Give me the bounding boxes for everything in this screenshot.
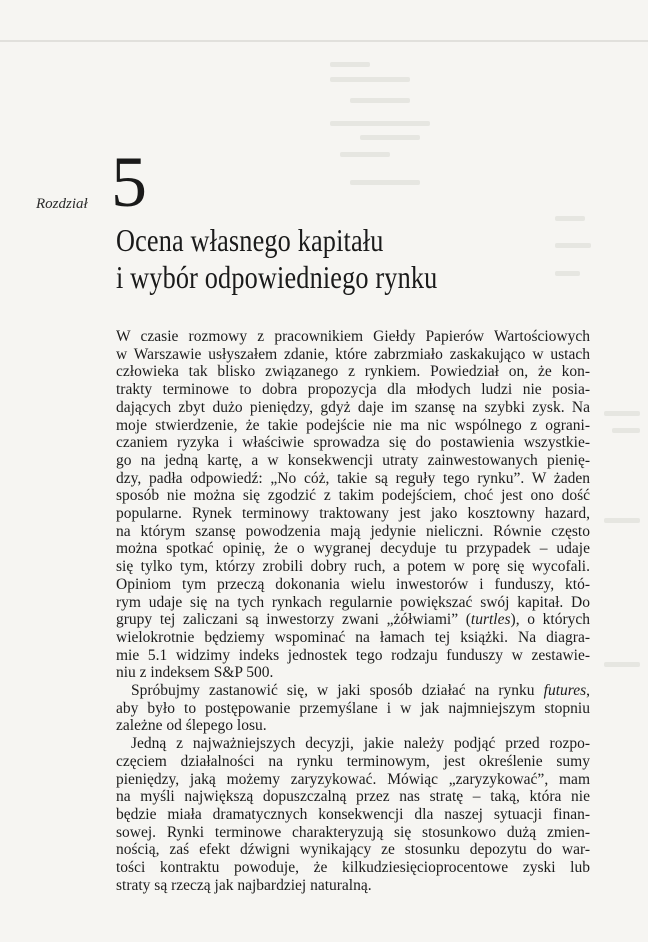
text-line: Jedną z najważniejszych decyzji, jakie należy podjąć przed rozpo-: [131, 735, 590, 753]
text-line: nością, zaś efekt dźwigni wynikający ze stosunku depozytu do war-: [116, 841, 590, 859]
chapter-label: Rozdział: [36, 196, 88, 212]
text-line: go na jedną kartę, a w konsekwencji utraty zainwestowanych pienię-: [116, 451, 590, 469]
text-line: dających zbyt dużo pieniędzy, gdyż daje im szansę na szybki zysk. Na: [116, 398, 590, 416]
text-line: popularne. Rynek terminowy traktowany jest jako kosztowny hazard,: [116, 505, 590, 523]
text-line: można spotkać opinię, że o wygranej decyduje tu przypadek – udaje: [116, 540, 590, 558]
text-line: dzy, padła odpowiedź: „No cóż, takie są reguły tego rynku”. W żaden: [116, 469, 590, 487]
chapter-title-line: Ocena własnego kapitału: [116, 222, 384, 258]
text-line: mie 5.1 widzimy indeks jednostek tego rodzaju funduszy w zestawie-: [116, 646, 590, 664]
text-line: rym udaje się na tych rynkach regularnie powiększać swój kapitał. Do: [116, 593, 590, 611]
text-line: Opiniom tym przeczą dokonania wielu inwestorów i funduszy, któ-: [116, 575, 590, 593]
text-line: na którym szansę powodzenia mają jedynie nieliczni. Równie często: [116, 522, 590, 540]
text-line: będzie miała dramatycznych konsekwencji dla naszej sytuacji finan-: [116, 805, 590, 823]
chapter-title: [116, 222, 526, 296]
body-text: [116, 328, 590, 895]
text-line: w Warszawie usłyszałem zdanie, które zabrzmiało zaskakująco w ustach: [116, 345, 590, 363]
text-line: czaniem ryzyka i właściwie sprowadza się do postawienia wszystkie-: [116, 434, 590, 452]
text-line: sposób nie można się zgodzić z takim podejściem, choć jest ono dość: [116, 487, 590, 505]
text-line: W czasie rozmowy z pracownikiem Giełdy Papierów Wartościowych: [116, 328, 590, 345]
text-line: aby było to postępowanie przemyślane i w jak najmniejszym stopniu: [116, 699, 590, 717]
chapter-number: 5: [111, 142, 147, 222]
text-line: straty są rzeczą jak najbardziej naturalną.: [116, 876, 372, 894]
text-line: Spróbujmy zastanowić się, w jaki sposób działać na rynku futures,: [131, 682, 590, 700]
chapter-title-line: i wybór odpowiedniego rynku: [116, 259, 438, 295]
text-line: na myśli największą dopuszczalną przez nas stratę – taką, która nie: [116, 788, 590, 806]
text-line: się tylko tym, którzy zrobili dobry ruch, a potem w porę się wycofali.: [116, 558, 590, 576]
text-line: tości kontraktu powoduje, że kilkudziesięcioprocentowe zyski lub: [116, 859, 590, 877]
text-line: zależne od ślepego losu.: [116, 717, 267, 735]
text-line: wielokrotnie będziemy wspominać na łamach tej książki. Na diagra-: [116, 628, 590, 646]
text-line: pieniędzy, jaką możemy zaryzykować. Mówiąc „zaryzykować”, mam: [116, 770, 590, 788]
text-line: częciem działalności na rynku terminowym, jest określenie sumy: [116, 752, 590, 770]
text-line: grupy tej zaliczani są inwestorzy zwani „żółwiami” (turtles), o których: [116, 611, 590, 629]
text-line: trakty terminowe to dobra propozycja dla młodych ludzi nie posia-: [116, 381, 590, 399]
text-line: moje stwierdzenie, że takie podejście nie ma nic wspólnego z ograni-: [116, 416, 590, 434]
text-line: sowej. Rynki terminowe charakteryzują się stosunkowo dużą zmien-: [116, 823, 590, 841]
text-line: niu z indeksem S&P 500.: [116, 664, 274, 682]
text-line: człowieka tak blisko związanego z rynkiem. Powiedział on, że kon-: [116, 363, 590, 381]
